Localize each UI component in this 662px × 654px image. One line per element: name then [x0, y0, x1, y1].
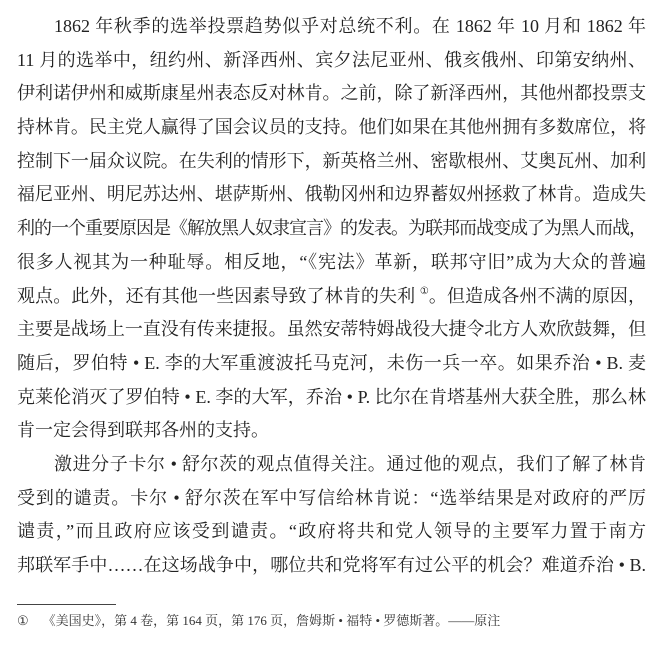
text-line: 激进分子卡尔 • 舒尔茨的观点值得关注。通过他的观点，我们了解了林肯	[54, 453, 646, 474]
text-line: 谴责，”而且政府应该受到谴责。“政府将共和党人领导的主要军力置于南方	[17, 521, 646, 542]
text-line: 控制下一届众议院。在失利的情形下，新英格兰州、密歇根州、艾奥瓦州、加利	[17, 150, 646, 171]
footnote-divider	[17, 604, 116, 605]
text-line: 克莱伦消灭了罗伯特 • E. 李的大军，乔治 • P. 比尔在肯塔基州大获全胜，那么林	[17, 386, 646, 407]
text-line-with-footnote	[17, 280, 646, 314]
text-line: 1862 年秋季的选举投票趋势似乎对总统不利。在 1862 年 10 月和 1862 年	[54, 16, 646, 36]
text-line: 受到的谴责。卡尔 • 舒尔茨在军中写信给林肯说：“选举结果是对政府的严厉	[17, 487, 646, 508]
paragraph-2	[17, 448, 646, 583]
text-line: 持林肯。民主党人赢得了国会议员的支持。他们如果在其他州拥有多数席位，将	[17, 117, 646, 138]
paragraph-1	[17, 10, 646, 448]
footnote-marker: ①	[17, 613, 29, 628]
text-line: 肯一定会得到联邦各州的支持。	[17, 420, 269, 441]
text-line: 利的一个重要原因是《解放黑人奴隶宣言》的发表。为联邦而战变成了为黑人而战，	[17, 218, 646, 239]
text-line: 11 月的选举中，纽约州、新泽西州、宾夕法尼亚州、俄亥俄州、印第安纳州、	[17, 49, 646, 70]
text-line: 福尼亚州、明尼苏达州、堪萨斯州、俄勒冈州和边界蓄奴州拯救了林肯。造成失	[17, 184, 646, 205]
text-line: 伊利诺伊州和威斯康星州表态反对林肯。之前，除了新泽西州，其他州都投票支	[17, 83, 646, 104]
footnote	[17, 612, 646, 630]
text-line: 主要是战场上一直没有传来捷报。虽然安蒂特姆战役大捷令北方人欢欣鼓舞，但	[17, 319, 646, 340]
text-line: 随后，罗伯特 • E. 李的大军重渡波托马克河，未伤一兵一卒。如果乔治 • B. 麦	[17, 352, 646, 373]
footnote-text: 《美国史》，第 4 卷，第 164 页，第 176 页，詹姆斯 • 福特 • 罗德斯著。——原注	[42, 613, 501, 628]
text-segment: 。但造成各州不满的原因，	[428, 285, 647, 306]
text-segment: 观点。此外，还有其他一些因素导致了林肯的失利	[17, 285, 416, 306]
text-line: 邦联军手中……在这场战争中，哪位共和党将军有过公平的机会？难道乔治 • B.	[17, 555, 646, 575]
text-line: 很多人视其为一种耻辱。相反地，“《宪法》革新，联邦守旧”成为大众的普遍	[17, 251, 646, 272]
footnote-reference[interactable]: ①	[419, 285, 429, 297]
page-body	[17, 10, 646, 583]
